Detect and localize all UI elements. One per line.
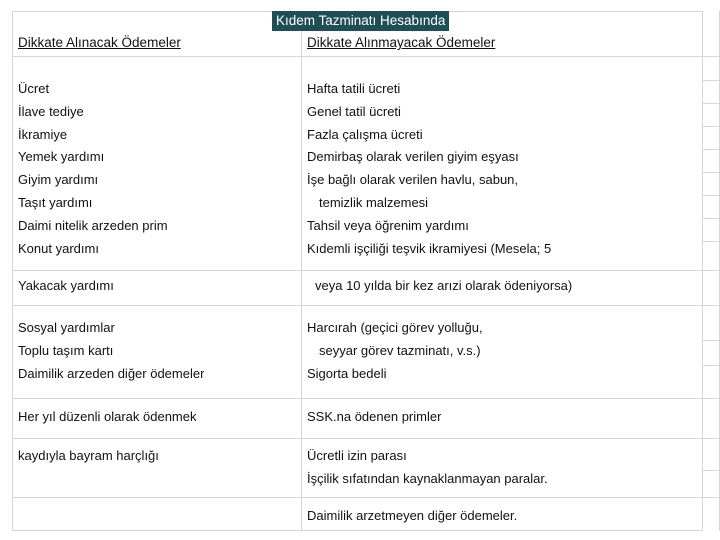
grid-side-line (702, 270, 720, 271)
list-item: Daimilik arzeden diğer ödemeler (18, 365, 205, 381)
list-item: Yemek yardımı (18, 149, 105, 165)
grid-side-line (702, 241, 720, 242)
list-item: Yakacak yardımı (18, 278, 114, 293)
list-item: kaydıyla bayram harçlığı (18, 448, 159, 463)
list-item: Genel tatil ücreti (307, 103, 401, 119)
grid-row4-line (12, 438, 702, 439)
list-item: Tahsil veya öğrenim yardımı (307, 217, 469, 233)
list-item: Sosyal yardımlar (18, 320, 115, 335)
grid-side-line (702, 172, 720, 173)
grid-side-line (702, 365, 720, 366)
grid-side-line (702, 398, 720, 399)
list-item: İşçilik sıfatından kaynaklanmayan paralar. (307, 470, 548, 486)
list-item: İlave tediye (18, 103, 84, 119)
grid-side-line (702, 340, 720, 341)
grid-side-line (702, 56, 720, 57)
list-item: SSK.na ödenen primler (307, 409, 442, 424)
list-item: Ücret (18, 81, 50, 96)
grid-bottom-line (12, 530, 702, 531)
grid-right-border (702, 11, 703, 531)
page-title: Kıdem Tazminatı Hesabında (272, 11, 449, 31)
grid-side-line (702, 218, 720, 219)
list-item: Giyim yardımı (18, 172, 99, 188)
list-item: Hafta tatili ücreti (307, 81, 401, 96)
list-item: Sigorta bedeli (307, 365, 387, 381)
table-cell-left (18, 275, 114, 298)
grid-side-line (702, 80, 720, 81)
grid-row3-line (12, 398, 702, 399)
list-item (307, 275, 572, 298)
table-cell-right (307, 406, 441, 429)
table-cell-right (307, 505, 517, 528)
grid-mid-border (301, 11, 302, 531)
list-item-continuation: temizlik malzemesi (319, 194, 429, 210)
list-item: Toplu taşım kartı (18, 342, 114, 358)
list-item: Demirbaş olarak verilen giyim eşyası (307, 149, 519, 165)
grid-side-line (702, 149, 720, 150)
left-column-header: Dikkate Alınacak Ödemeler (18, 35, 181, 50)
table-cell-left (18, 317, 204, 385)
list-item: Daimi nitelik arzeden prim (18, 217, 168, 233)
grid-row5-line (12, 497, 702, 498)
grid-side-line (702, 195, 720, 196)
list-item (307, 192, 551, 215)
list-item: Konut yardımı (18, 240, 99, 256)
list-item: Harcırah (geçici görev yolluğu, (307, 320, 483, 335)
table-cell-right (307, 275, 572, 298)
list-item: İşe bağlı olarak verilen havlu, sabun, (307, 172, 519, 188)
grid-side-line (702, 497, 720, 498)
table-cell-left (18, 78, 168, 260)
table-cell-left (18, 445, 159, 468)
right-column-header: Dikkate Alınmayacak Ödemeler (307, 35, 496, 50)
grid-side-line (702, 103, 720, 104)
grid-side-line (702, 470, 720, 471)
grid-row2-line (12, 305, 702, 306)
list-item: Daimilik arzetmeyen diğer ödemeler. (307, 508, 518, 523)
list-item: Kıdemli işçiliği teşvik ikramiyesi (Mesela; 5 (307, 240, 552, 256)
grid-row1-line (12, 270, 702, 271)
grid-side-line (702, 305, 720, 306)
list-item-continuation: seyyar görev tazminatı, v.s.) (319, 342, 481, 358)
list-item: İkramiye (18, 126, 68, 142)
grid-left-border (12, 11, 13, 531)
table-cell-right (307, 78, 551, 260)
list-item: Ücretli izin parası (307, 448, 407, 463)
table-cell-right (307, 317, 483, 385)
list-item: Taşıt yardımı (18, 194, 93, 210)
list-item (307, 340, 483, 363)
table-cell-left (18, 406, 196, 429)
list-item-continuation: veya 10 yılda bir kez arızi olarak ödeniyorsa) (315, 278, 573, 293)
grid-header-line (12, 56, 702, 57)
list-item: Fazla çalışma ücreti (307, 126, 423, 142)
table-cell-right (307, 445, 548, 491)
grid-side-line (702, 438, 720, 439)
grid-side-line (702, 126, 720, 127)
list-item: Her yıl düzenli olarak ödenmek (18, 409, 197, 424)
